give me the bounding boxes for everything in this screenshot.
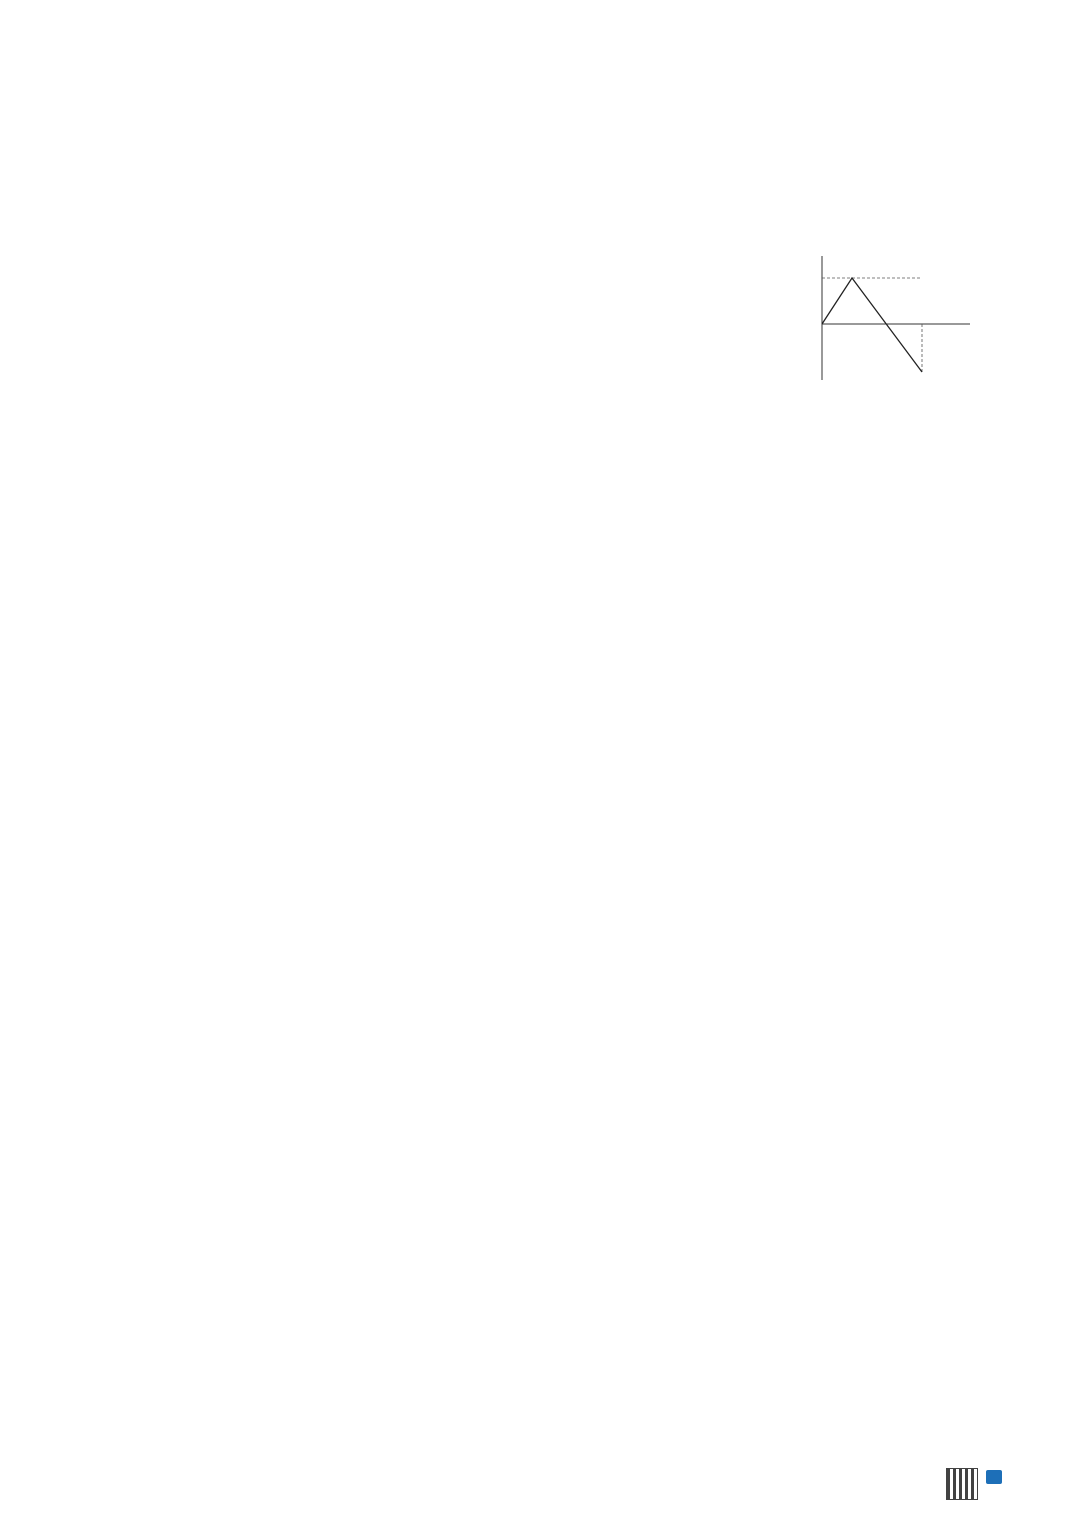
a-t-graph <box>806 248 976 388</box>
qr-code-icon <box>946 1468 978 1500</box>
cs-logo-icon <box>986 1470 1002 1484</box>
graph-line <box>822 278 922 372</box>
scanner-watermark <box>946 1468 1066 1508</box>
